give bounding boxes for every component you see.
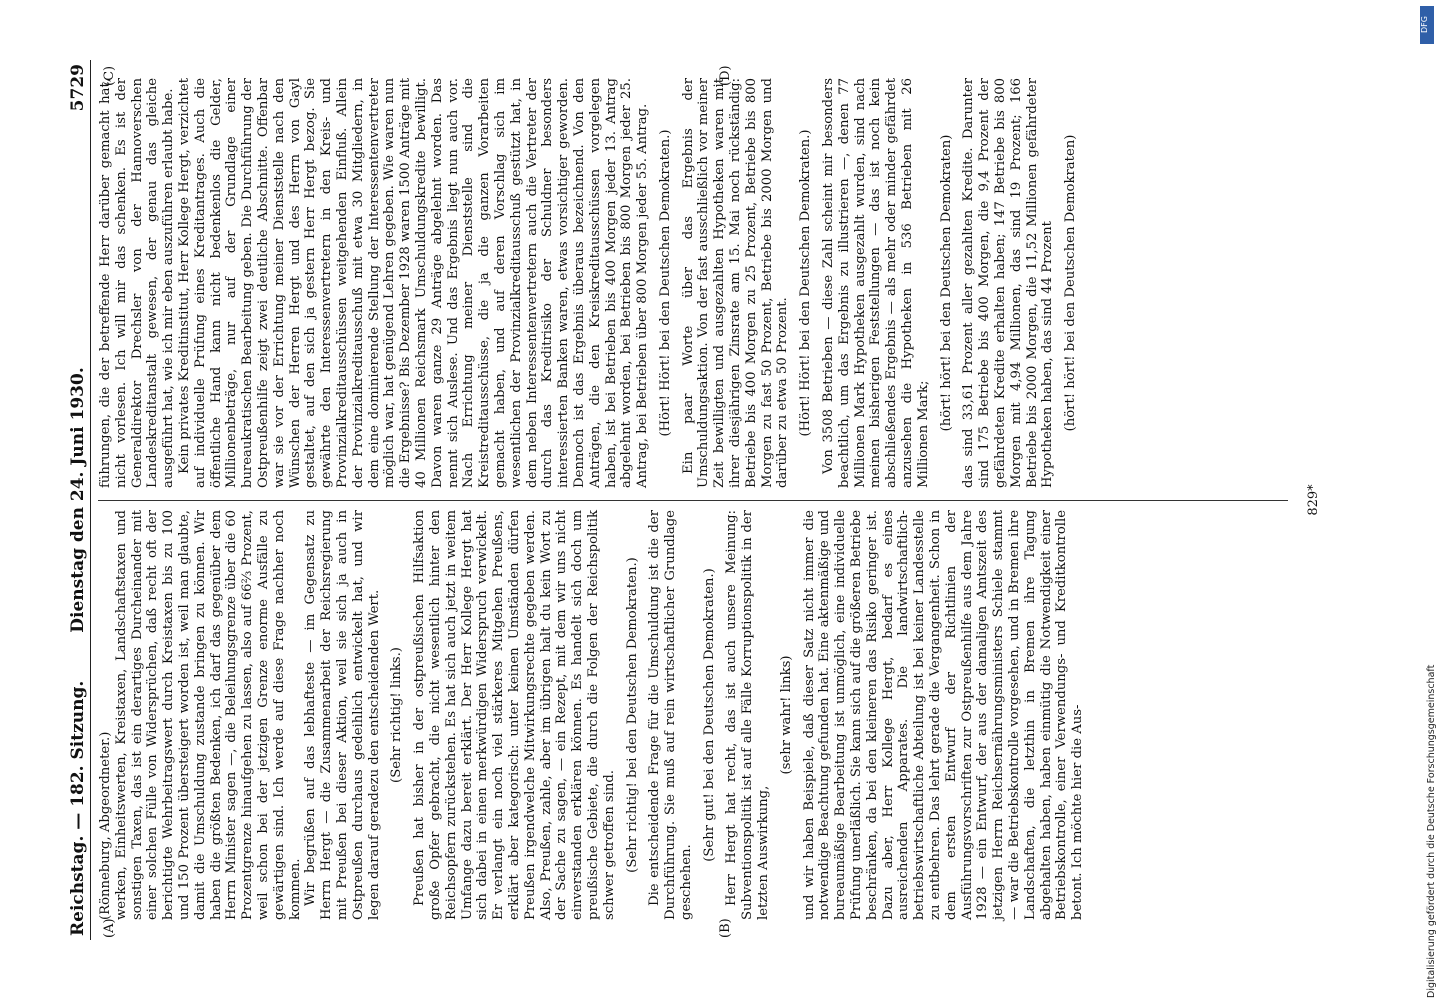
column-divider — [98, 500, 1288, 501]
paragraph: werken, Einheitswerten, Kreistaxen, Landschaftstaxen und sonstigen Taxen, das ist ein derartiges Durcheinander mit einer solchen Fülle von Widersprüchen, daß recht oft der berichtigte Wehrbeitragswert durch Kreistaxen bis zu 100 und 150 Prozent übersteigert worden ist, weil man glaubte, damit die Umschuldung zustande bringen zu können. Wir haben die größten Bedenken, ich darf das gegenüber dem Herrn Minister sagen —, die Beleihungsgrenze über die 60 Prozentgrenze hinaufgehen zu lassen, also auf 66⅔ Prozent, weil schon bei der jetzigen Grenze enorme Ausfälle zu gewärtigen sind. Ich werde auf diese Frage nachher noch kommen. — [113, 510, 303, 920]
margin-mark-c: (C) — [102, 65, 117, 86]
paragraph: Die entscheidende Frage für die Umschuldung ist die der Durchführung. Sie muß auf rein wirtschaftlicher Grundlage geschehen. — [647, 510, 694, 920]
margin-mark-a: (A) — [102, 918, 117, 938]
paragraph: Preußen hat bisher in der ostpreußischen Hilfsaktion große Opfer gebracht, die nicht wesentlich hinter den Reichsopfern zurückstehen. Es hat sich auch jetzt in weitem Umfange dazu bereit erklärt. Der Herr Kollege Hergt hat sich dabei in einen merkwürdigen Widerspruch verwickelt. Er verlangt ein noch viel stärkeres Mitgehen Preußens, erklärt aber kategorisch: unter keinen Umständen dürfen Preußen irgendwelche Mitwirkungsrechte gegeben werden. Also, Preußen, zahle, aber im übrigen halt du kein Wort zu der Sache zu sagen, — ein Rezept, mit dem wir uns nicht einverstanden erklären können. Es handelt sich doch um preußische Gebiete, die durch die Folgen der Reichspolitik schwer getroffen sind. — [412, 510, 617, 920]
paragraph: Herr Hergt hat recht, das ist auch unsere Meinung: Subventionspolitik ist auf alle Fälle Korruptionspolitik in der letzten Auswirkung, — [724, 510, 772, 920]
dfg-logo: DFG — [1420, 6, 1434, 44]
paragraph: Ein paar Worte über das Ergebnis der Umschuldungsaktion. Von der fast ausschließlich vor meiner Zeit bewilligten und ausgezahlten Hypotheken waren mit ihrer diesjährigen Zinsrate am 15. Mai noch rückständig: Betriebe bis 400 Morgen zu 25 Prozent, Betriebe bis 800 Morgen zu fast 50 Prozent, Betriebe bis 2000 Morgen und darüber zu etwa 50 Prozent. — [680, 78, 791, 488]
paragraph: (Rönneburg, Abgeordneter.) — [98, 731, 113, 920]
interjection: (hört! hört! bei den Deutschen Demokraten) — [1063, 134, 1079, 432]
paragraph: und wir haben Beispiele, daß dieser Satz nicht immer die notwendige Beachtung gefunden hat. Eine aktenmäßige und bureaumäßige Bearbeitung ist unmöglich, eine individuelle Prüfung unerläßlich. Sie kann sich auf die größeren Betriebe beschränken, da bei den kleineren das Risiko geringer ist. Dazu aber, Herr Kollege Hergt, bedarf es eines ausreichenden Apparates. Die landwirtschaftlich-betriebswirtschaftliche Abteilung ist bei keiner Landesstelle zu entbehren. Das lehrt gerade die Vergangenheit. Schon in dem ersten Entwurf der Richtlinien der Ausführungsvorschriften zur Ostpreußenhilfe aus dem Jahre 1928 — ein Entwurf, der aus der damaligen Amtszeit des jetzigen Herrn Reichsernährungsministers Schiele stammt — war die Betriebskontrolle vorgesehen, und in Bremen ihre Landschaften, die letzthin in Bremen ihre Tagung abgehalten haben, haben einmütig die Notwendigkeit einer Betriebskontrolle, einer Verwendungs- und Kreditkontrolle betont. Ich möchte hier die Aus- — [801, 510, 1086, 920]
margin-mark-d: (D) — [718, 65, 733, 86]
interjection: (Hört! Hört! bei den Deutschen Demokraten.) — [657, 129, 673, 437]
interjection: (sehr wahr! links) — [778, 655, 794, 775]
left-text-column — [98, 510, 1086, 920]
paragraph: Kein privates Kreditinstitut, Herr Kollege Hergt, verzichtet auf individuelle Prüfung eines Kreditantrages. Auch die öffentliche Hand kann nicht bedenkenlos die Gelder, Millionenbeträge, nur auf der Grundlage einer bureaukratischen Bearbeitung geben. Die Durchführung der Ostpreußenhilfe zeigt zwei deutliche Abschnitte. Offenbar war sie vor der Errichtung meiner Dienststelle nach den Wünschen der Herren Hergt und des Herrn von Gayl gestaltet, auf den sich ja gestern Herr Hergt bezog. Sie gewährte den Interessenvertretern in den Kreis- und Provinzialkreditausschüssen weitgehenden Einfluß. Allein der Provinzialkreditausschuß mit etwa 30 Mitgliedern, in dem eine dominierende Stellung der Interessentenvertreter möglich war, hat genügend Lehren gegeben. Wie waren nun die Ergebnisse? Bis Dezember 1928 waren 1500 Anträge mit 40 Millionen Reichsmark Umschuldungskredite bewilligt. Davon waren ganze 29 Anträge abgelehnt worden. Das nennt sich Auslese. Und das Ergebnis liegt nun auch vor. Nach Errichtung meiner Dienststelle sind die Kreistreditausschüsse, die ja die ganzen Vorarbeiten gemacht haben, und auf deren Vorschlag sich im wesentlichen der Provinzialkreditausschuß gestützt hat, in dem neben Interessentenvertretern auch die Vertreter der durch das Kreditrisiko der Schuldner besonders interessierten Banken waren, etwas vorsichtiger geworden. Dennoch ist das Ergebnis überaus bezeichnend. Von den Anträgen, die den Kreiskreditausschüssen vorgelegen haben, ist bei Betrieben bis 400 Morgen jeder 13. Antrag abgelehnt worden, bei Betrieben bis 800 Morgen jeder 25. Antrag, bei Betrieben über 800 Morgen jeder 55. Antrag. — [176, 78, 651, 488]
right-text-column — [98, 78, 1086, 488]
digitization-note: Digitalisierung gefördert durch die Deutsche Forschungsgemeinschaft — [1426, 664, 1437, 998]
paragraph: das sind 33,61 Prozent aller gezahlten Kredite. Darunter sind 175 Betriebe bis 400 Morgen, die 9,4 Prozent der gefährdeten Kredite erhalten haben; 147 Betriebe bis 800 Morgen mit 4,94 Millionen, das sind 19 Prozent; 166 Betriebe bis 2000 Morgen, die 11,52 Millionen gefährdeter Hypotheken haben, das sind 44 Prozent — [961, 78, 1056, 488]
interjection: (Sehr richtig! links.) — [389, 647, 405, 783]
margin-mark-b: (B) — [718, 918, 733, 938]
page-number: 5729 — [68, 64, 88, 112]
paragraph: Von 3508 Betrieben — diese Zahl scheint mir besonders beachtlich, um das Ergebnis zu illustrieren —, denen 77 Millionen Mark Hypotheken ausgezahlt wurden, sind nach meinen bisherigen Feststellungen — das ist noch kein abschließendes Ergebnis — als mehr oder minder gefährdet anzusehen die Hypotheken in 536 Betrieben mit 26 Millionen Mark; — [821, 78, 931, 488]
paragraph: führungen, die der betreffende Herr darüber gemacht hat, nicht vorlesen. Ich will mir das schenken. Es ist der Generaldirektor Drechsler von der Hannoverschen Landeskreditanstalt gewesen, der genau das gleiche ausgeführt hat, wie ich mir eben auszuführen erlaubt habe. — [98, 78, 177, 488]
paragraph: Wir begrüßen auf das lebhafteste — im Gegensatz zu Herrn Hergt — die Zusammenarbeit der Reichsregierung mit Preußen bei dieser Aktion, weil sie sich ja auch in Ostpreußen durchaus gedeihlich entwickelt hat, und wir legen darauf geradezu den entscheidenden Wert. — [303, 510, 382, 920]
document-page — [68, 60, 1348, 940]
interjection: (hört! hört! bei den Deutschen Demokraten) — [938, 134, 954, 432]
running-header — [68, 60, 91, 940]
interjection: (Sehr richtig! bei den Deutschen Demokraten.) — [624, 557, 640, 873]
signature-mark: 829* — [1306, 484, 1321, 516]
interjection: (Sehr gut! bei den Deutschen Demokraten.) — [701, 568, 717, 862]
header-date: Dienstag den 24. Juni 1930. — [68, 367, 88, 633]
interjection: (Hört! Hört! bei den Deutschen Demokraten.) — [798, 129, 814, 437]
header-left: Reichstag. — 182. Sitzung. — [68, 680, 88, 936]
